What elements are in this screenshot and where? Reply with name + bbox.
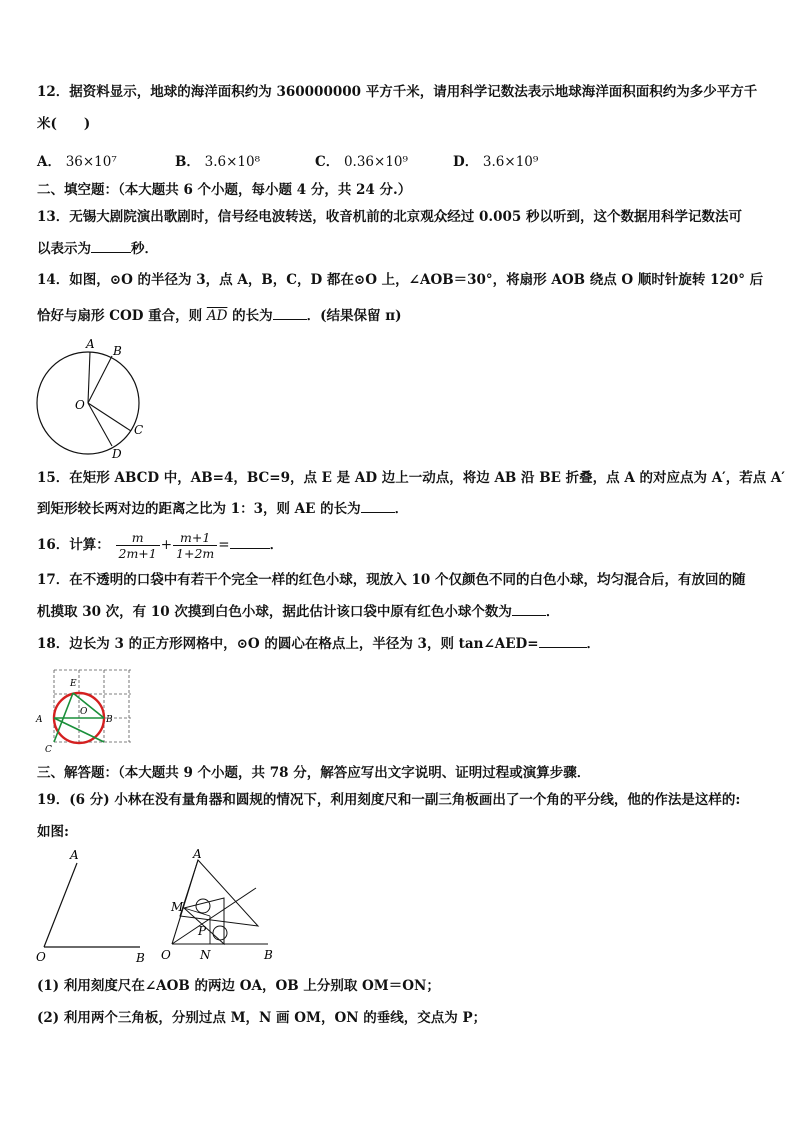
q18-grid-figure [33, 666, 133, 754]
answer-blank[interactable] [91, 238, 131, 253]
answer-blank[interactable] [361, 498, 395, 513]
q17-text-b: ． [545, 604, 560, 620]
q19-angle-figure [32, 846, 152, 968]
q18-text-a: 18．边长为 3 的正方形网格中，⊙O 的圆心在格点上，半径为 3，则 tan∠AED= [37, 636, 539, 652]
label-o: O [161, 948, 171, 962]
q13-text-a: 以表示为 [37, 241, 91, 257]
ray-oa [44, 863, 77, 947]
q13-text-line2 [37, 238, 158, 259]
q15-text-line1: 15．在矩形 ABCD 中，AB=4，BC=9，点 E 是 AD 边上一动点，将边 AB 沿 BE 折叠，点 A 的对应点为 A′，若点 A′ [37, 470, 785, 486]
label-b: B [264, 948, 273, 962]
q15-text-line2 [37, 498, 408, 519]
q14-text-line1: 14．如图，⊙O 的半径为 3，点 A，B，C，D 都在⊙O 上，∠AOB＝30°，将扇形 AOB 绕点 O 顺时针旋转 120° 后 [37, 272, 764, 288]
radius-oa [88, 352, 90, 403]
q17-text-a: 机摸取 30 次，有 10 次摸到白色小球，据此估计该口袋中原有红色小球个数为 [37, 604, 512, 620]
label-e: E [70, 679, 77, 689]
answer-blank[interactable] [512, 601, 546, 616]
q12-option-a [37, 150, 117, 170]
option-label: C． [315, 154, 340, 170]
q16-prefix: 16．计算： [37, 537, 110, 553]
option-label: B． [175, 154, 200, 170]
q19-text-line1: 19．(6 分) 小林在没有量角器和圆规的情况下，利用刻度尺和一副三角板画出了一个角的平分线，他的作法是这样的: [37, 792, 741, 808]
radius-ob [88, 356, 112, 403]
label-o: O [80, 707, 88, 717]
grid-lines [54, 670, 131, 742]
q14-text-a: 恰好与扇形 COD 重合，则 [37, 308, 203, 324]
label-a: A [193, 847, 202, 861]
answer-blank[interactable] [539, 633, 587, 648]
q18-text-b: ． [586, 636, 601, 652]
q14-text-b: 的长为 [232, 308, 273, 324]
q12-text-line2: 米( ) [37, 116, 91, 132]
q16-suffix: ． [269, 537, 284, 553]
option-label: A． [37, 154, 61, 170]
q15-text-a: 到矩形较长两对边的距离之比为 1：3，则 AE 的长为 [37, 501, 361, 517]
triangle-ruler-1 [180, 860, 258, 926]
equals-sign: = [218, 537, 230, 553]
q14-circle-figure [30, 334, 150, 460]
radius-od [88, 403, 112, 446]
label-b: B [106, 715, 113, 725]
q19-text-line2: 如图: [37, 824, 69, 840]
fraction-2-numerator: m+1 [173, 530, 217, 546]
section2-heading: 二、填空题：（本大题共 6 个小题，每小题 4 分，共 24 分.） [37, 182, 412, 198]
q12-text-line1: 12．据资料显示，地球的海洋面积约为 360000000 平方千米，请用科学记数法表示地球海洋面积面积约为多少平方千 [37, 84, 758, 100]
fraction-2-denominator: 1+2m [176, 546, 215, 561]
answer-blank[interactable] [230, 534, 270, 549]
radius-oc [88, 403, 131, 431]
option-value: 3.6×10⁹ [482, 154, 539, 170]
label-n: N [200, 948, 211, 962]
fraction-1 [116, 530, 160, 561]
label-d: D [112, 447, 122, 460]
label-c: C [134, 423, 144, 437]
fraction-1-numerator: m [116, 530, 160, 546]
q13-text-line1: 13．无锡大剧院演出歌剧时，信号经电波转送，收音机前的北京观众经过 0.005 秒以听到，这个数据用科学记数法可 [37, 209, 742, 225]
q17-text-line1: 17．在不透明的口袋中有若干个完全一样的红色小球，现放入 10 个仅颜色不同的白色小球，均匀混合后，有放回的随 [37, 572, 746, 588]
label-p: P [198, 924, 207, 938]
label-c: C [45, 745, 52, 754]
q19-step1: (1) 利用刻度尺在∠AOB 的两边 OA，OB 上分别取 OM＝ON； [37, 978, 440, 994]
plus-sign: + [160, 537, 173, 553]
q12-option-c [315, 150, 408, 170]
option-label: D． [453, 154, 479, 170]
ruler-hole-1 [196, 899, 210, 913]
q13-text-b: 秒． [131, 241, 158, 257]
fraction-2 [173, 530, 217, 561]
option-value: 36×10⁷ [65, 154, 117, 170]
q14-text-c: ．(结果保留 π) [306, 308, 402, 324]
section3-heading: 三、解答题：（本大题共 9 个小题，共 78 分，解答应写出文字说明、证明过程或演算步骤． [37, 765, 591, 781]
label-o: O [36, 950, 46, 964]
answer-blank[interactable] [273, 305, 307, 320]
label-a: A [36, 715, 43, 725]
label-a: A [86, 337, 95, 351]
q12-option-d [453, 150, 538, 170]
option-value: 3.6×10⁸ [204, 154, 260, 170]
fraction-1-denominator: 2m+1 [118, 546, 157, 561]
label-o: O [75, 398, 85, 412]
q18-text [37, 633, 600, 654]
label-m: M [171, 900, 184, 914]
q14-text-line2 [37, 305, 401, 326]
q19-construction-figure [160, 846, 290, 968]
option-value: 0.36×10⁹ [343, 154, 408, 170]
label-b: B [113, 344, 122, 358]
q16-text [37, 528, 283, 562]
q19-step2: (2) 利用两个三角板，分别过点 M，N 画 OM，ON 的垂线，交点为 P； [37, 1010, 487, 1026]
q17-text-line2 [37, 601, 559, 622]
q15-text-b: ． [394, 501, 409, 517]
label-a: A [70, 848, 79, 862]
q12-option-b [175, 150, 260, 170]
label-b: B [136, 951, 145, 965]
ruler-hole-2 [213, 926, 227, 940]
arc-ad: $\overline{AD}$ [206, 308, 228, 324]
